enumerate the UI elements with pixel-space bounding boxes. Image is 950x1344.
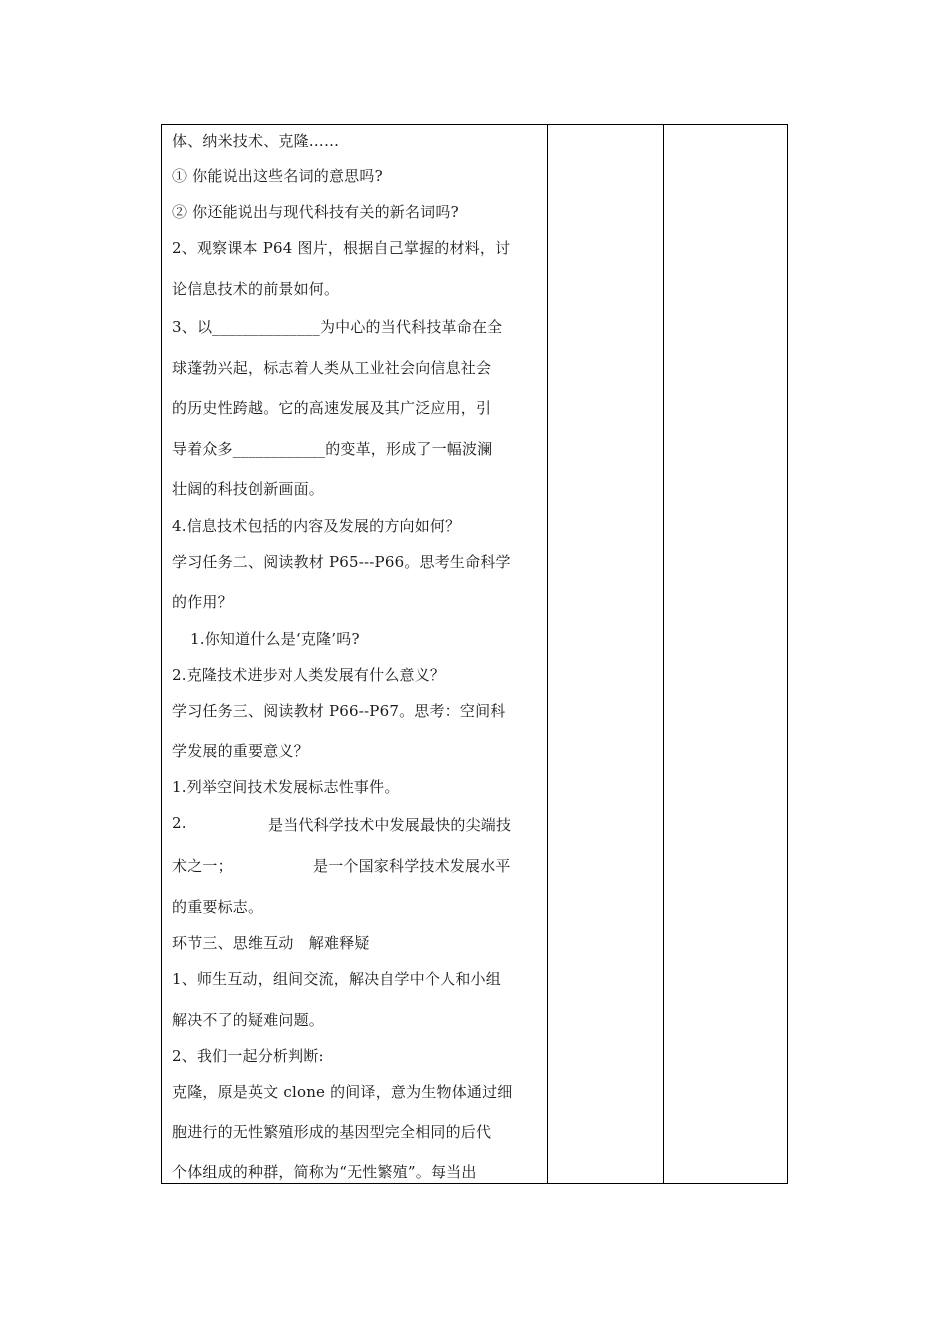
text-line: 的历史性跨越。它的高速发展及其广泛应用，引: [172, 399, 492, 417]
column-divider-2: [663, 125, 664, 1183]
text-line: 壮阔的科技创新画面。: [172, 480, 325, 498]
text-line: 导着众多____________的变革，形成了一幅波澜: [172, 440, 493, 458]
text-line: 2、我们一起分析判断:: [172, 1047, 324, 1065]
text-line: 1.你知道什么是‘克隆’吗?: [190, 630, 360, 648]
text-line: 的重要标志。: [172, 898, 264, 916]
section-heading: 环节三、思维互动 解难释疑: [172, 934, 370, 952]
text-line: 的作用？: [172, 593, 233, 611]
text-line: 球蓬勃兴起，标志着人类从工业社会向信息社会: [172, 359, 492, 377]
text-line: 是一个国家科学技术发展水平: [313, 857, 511, 875]
text-line: 1、师生互动，组间交流，解决自学中个人和小组: [172, 970, 501, 988]
lesson-table: [161, 124, 788, 1184]
text-line: 克隆，原是英文 clone 的间译，意为生物体通过细: [172, 1083, 513, 1101]
text-line: 解决不了的疑难问题。: [172, 1011, 325, 1029]
text-line: 学发展的重要意义？: [172, 742, 309, 760]
text-line: 2、观察课本 P64 图片，根据自己掌握的材料，讨: [172, 239, 511, 257]
text-line: 2.: [172, 814, 187, 832]
text-line: 是当代科学技术中发展最快的尖端技: [268, 816, 512, 834]
text-line: 学习任务二、阅读教材 P65---P66。思考生命科学: [172, 553, 511, 571]
text-line: ② 你还能说出与现代科技有关的新名词吗?: [172, 203, 459, 221]
text-line: 个体组成的种群，简称为“无性繁殖”。每当出: [172, 1163, 477, 1181]
text-line: ① 你能说出这些名词的意思吗?: [172, 167, 383, 185]
text-line: 4.信息技术包括的内容及发展的方向如何？: [172, 517, 461, 535]
text-line: 体、纳米技术、克隆……: [172, 132, 340, 150]
text-line: 1.列举空间技术发展标志性事件。: [172, 778, 400, 796]
text-line: 术之一；: [172, 857, 233, 875]
text-line: 论信息技术的前景如何。: [172, 280, 340, 298]
text-line: 学习任务三、阅读教材 P66--P67。思考：空间科: [172, 702, 506, 720]
text-line: 3、以______________为中心的当代科技革命在全: [172, 318, 503, 336]
text-line: 2.克隆技术进步对人类发展有什么意义？: [172, 666, 446, 684]
column-divider-1: [547, 125, 548, 1183]
text-line: 胞进行的无性繁殖形成的基因型完全相同的后代: [172, 1123, 492, 1141]
